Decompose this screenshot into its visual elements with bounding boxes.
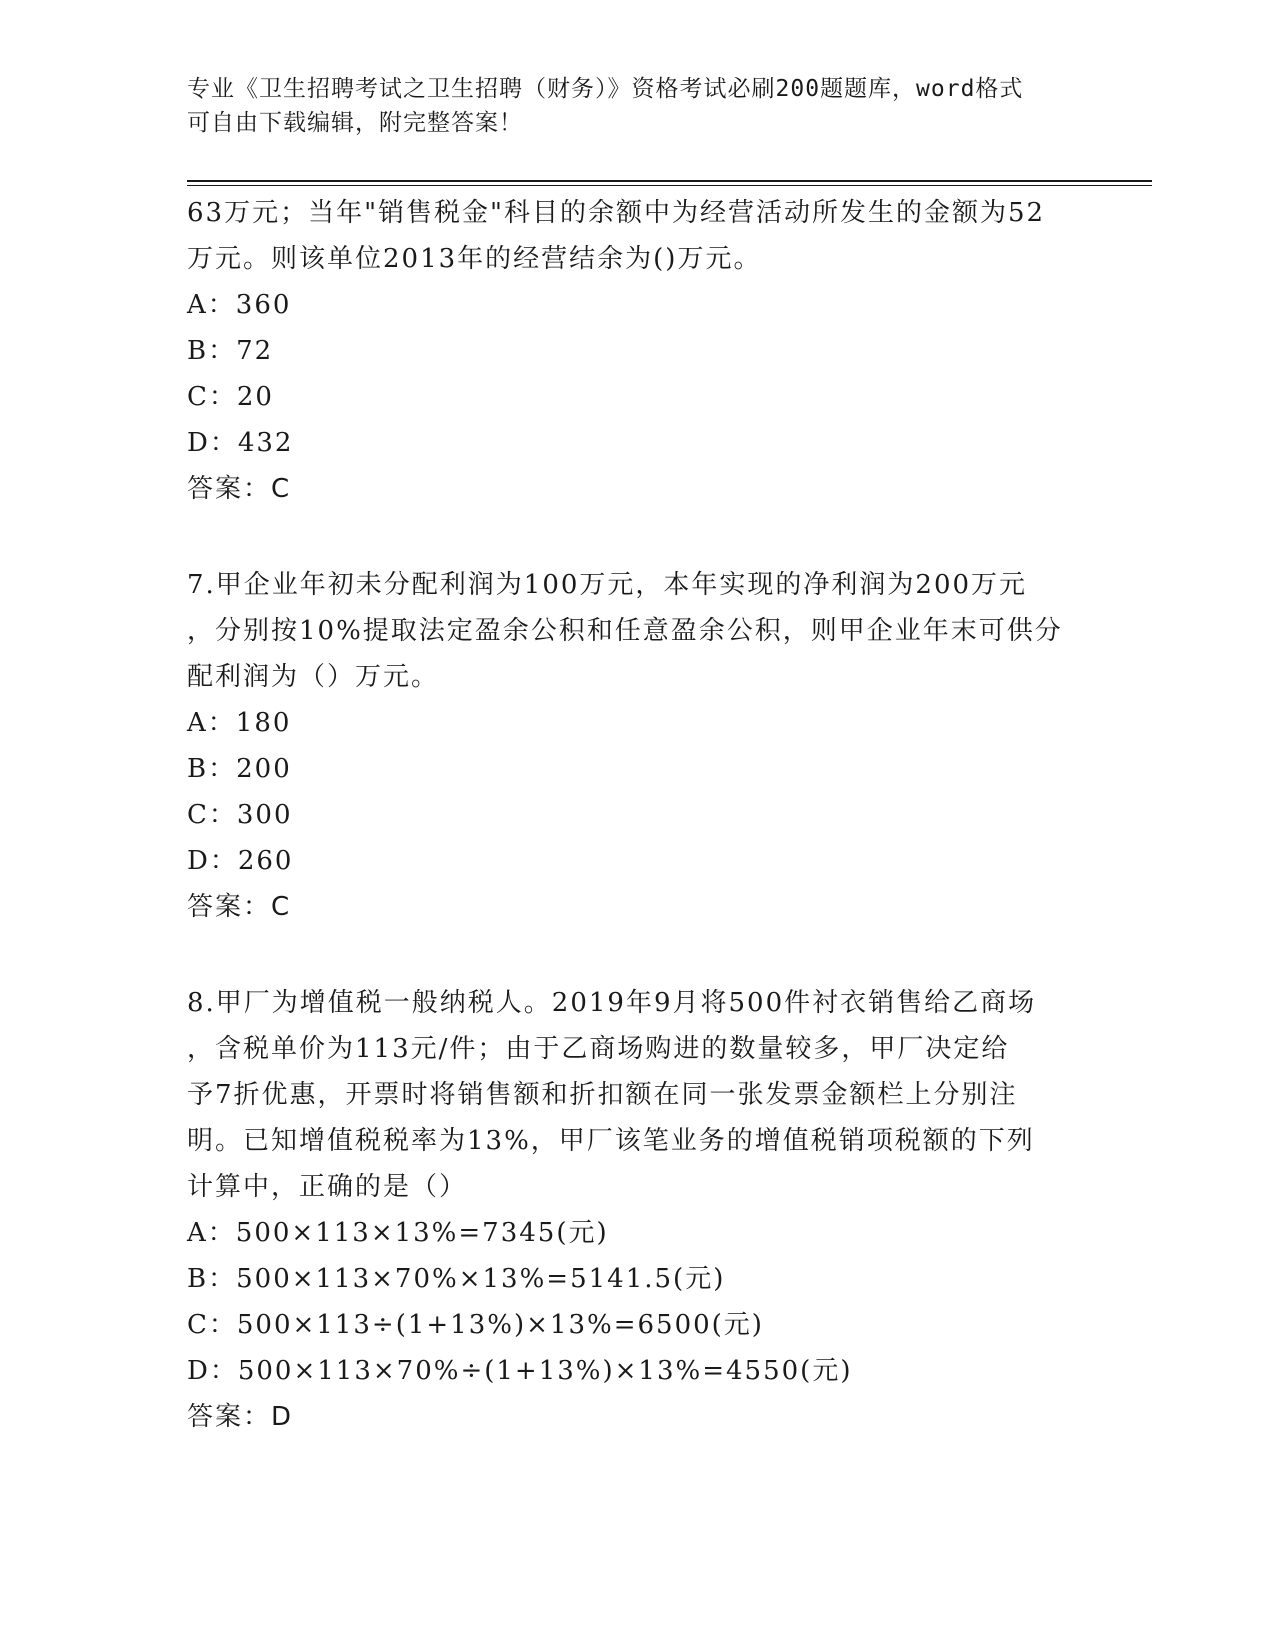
option-c: C：500×113÷(1+13%)×13%=6500(元) — [187, 1310, 764, 1340]
question-7 — [187, 562, 1087, 930]
option-b: B：500×113×70%×13%=5141.5(元) — [187, 1264, 726, 1294]
option-b: B：72 — [187, 336, 274, 366]
question-stem-line: 配利润为（）万元。 — [187, 662, 440, 692]
option-a: A：180 — [187, 708, 292, 738]
question-stem-line: ，分别按10%提取法定盈余公积和任意盈余公积，则甲企业年末可供分 — [187, 616, 1063, 646]
question-stem-line: 明。已知增值税税率为13%，甲厂该笔业务的增值税销项税额的下列 — [187, 1126, 1035, 1156]
option-a: A：500×113×13%=7345(元) — [187, 1218, 609, 1248]
header-divider-thin — [187, 185, 1152, 186]
header-line-2: 可自由下载编辑，附完整答案！ — [187, 110, 523, 136]
option-d: D：260 — [187, 846, 294, 876]
answer-line: 答案：C — [187, 474, 292, 504]
question-stem-line: 万元。则该单位2013年的经营结余为()万元。 — [187, 244, 762, 274]
option-d: D：500×113×70%÷(1+13%)×13%=4550(元) — [187, 1356, 853, 1386]
question-6 — [187, 190, 1087, 512]
option-a: A：360 — [187, 290, 292, 320]
answer-line: 答案：D — [187, 1402, 294, 1432]
question-stem-line: 8.甲厂为增值税一般纳税人。2019年9月将500件衬衣销售给乙商场 — [187, 988, 1037, 1018]
option-b: B：200 — [187, 754, 292, 784]
answer-line: 答案：C — [187, 892, 292, 922]
option-c: C：300 — [187, 800, 293, 830]
question-stem-line: ，含税单价为113元/件；由于乙商场购进的数量较多，甲厂决定给 — [187, 1034, 1010, 1064]
option-d: D：432 — [187, 428, 294, 458]
question-8 — [187, 980, 1087, 1440]
question-stem-line: 予7折优惠，开票时将销售额和折扣额在同一张发票金额栏上分别注 — [187, 1080, 1018, 1110]
question-stem-line: 7.甲企业年初未分配利润为100万元，本年实现的净利润为200万元 — [187, 570, 1028, 600]
header-divider-thick — [187, 180, 1152, 182]
option-c: C：20 — [187, 382, 274, 412]
header-line-1: 专业《卫生招聘考试之卫生招聘（财务）》资格考试必刷200题题库，word格式 — [187, 76, 1024, 102]
question-list — [187, 190, 1087, 1490]
document-header — [187, 72, 1087, 140]
question-stem-line: 63万元；当年"销售税金"科目的余额中为经营活动所发生的金额为52 — [187, 198, 1046, 228]
question-stem-line: 计算中，正确的是（） — [187, 1172, 468, 1202]
